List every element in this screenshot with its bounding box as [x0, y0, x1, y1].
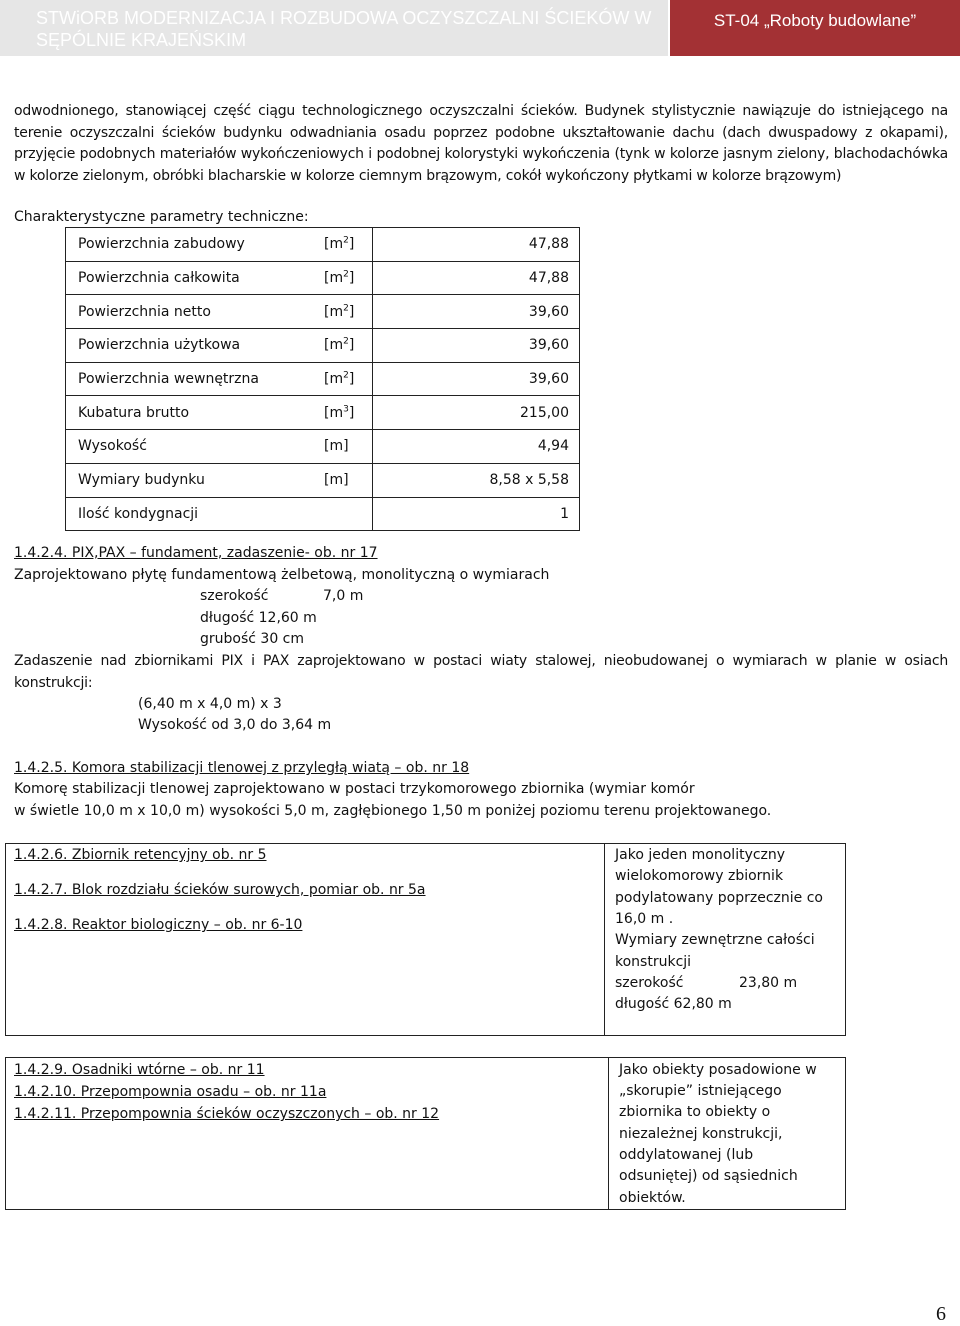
box1-width-label: szerokość [615, 975, 684, 991]
param-unit-text: [m [324, 371, 344, 388]
param-value: 47,88 [373, 228, 580, 262]
param-name: Powierzchnia netto [66, 295, 319, 329]
page-number: 6 [936, 1303, 946, 1325]
param-row [66, 329, 580, 363]
param-unit-exponent: 2 [343, 303, 349, 314]
param-unit [318, 430, 373, 464]
box1-item-3: 1.4.2.8. Reaktor biologiczny – ob. nr 6-10 [14, 917, 303, 933]
param-row [66, 430, 580, 464]
param-unit-bracket: ] [348, 404, 355, 421]
page-header [0, 0, 960, 56]
param-row [66, 228, 580, 262]
section-1425-line2: w świetle 10,0 m x 10,0 m) wysokości 5,0 m, zagłębionego 1,50 m poniżej poziomu terenu projektowanego. [14, 803, 772, 819]
box2-note-1: Jako obiekty posadowione w [619, 1062, 817, 1078]
box1-note-2: wielokomorowy zbiornik [615, 868, 784, 884]
intro-paragraph: odwodnionego, stanowiącej część ciągu technologicznego oczyszczalni ścieków. Budynek stylistycznie nawiązuje do istniejącego na terenie oczyszczalni ścieków budynku odwadniania osadu poprzez podobne ukształtowanie dachu (dach dwuspadowy z okapami), przyjęcie podobnych materiałów wykończeniowych i podobnej kolorystyki wykończenia (tynk w kolorze jasnym zielony, blachodachówka w kolorze zielonym, obróbki blacharskie w kolorze ciemnym brązowym, cokół wykończony płytkami w kolorze brązowym) [14, 103, 948, 184]
section-1424-heading: 1.4.2.4. PIX,PAX – fundament, zadaszenie- ob. nr 17 [14, 545, 378, 561]
document-title-line1: STWiORB MODERNIZACJA I ROZBUDOWA OCZYSZCZALNI ŚCIEKÓW W [36, 8, 652, 28]
param-row [66, 396, 580, 430]
param-unit-text: [m [324, 404, 344, 421]
section-1424-width-label: szerokość [200, 588, 269, 604]
param-row [66, 261, 580, 295]
param-value: 215,00 [373, 396, 580, 430]
box2-item-1: 1.4.2.9. Osadniki wtórne – ob. nr 11 [14, 1062, 265, 1078]
box2-note-5: oddylatowanej (lub [619, 1147, 754, 1163]
document-title [0, 0, 668, 56]
param-unit-bracket: ] [348, 270, 355, 287]
box1-note-4: 16,0 m . [615, 911, 674, 927]
param-value: 1 [373, 497, 580, 531]
objects-box-1-divider [604, 843, 605, 1036]
param-unit [318, 295, 373, 329]
section-1424-width-value: 7,0 m [323, 588, 364, 604]
param-name: Wymiary budynku [66, 463, 319, 497]
section-1425-heading: 1.4.2.5. Komora stabilizacji tlenowej z przyległą wiatą – ob. nr 18 [14, 760, 470, 776]
param-unit-exponent: 2 [343, 336, 349, 347]
param-unit-text: [m [324, 270, 344, 287]
section-1424-line1: Zaprojektowano płytę fundamentową żelbetową, monolityczną o wymiarach [14, 567, 550, 583]
document-title-line2: SĘPÓLNIE KRAJEŃSKIM [36, 30, 247, 50]
section-1424-roof-text: Zadaszenie nad zbiornikami PIX i PAX zaprojektowano w postaci wiaty stalowej, nieobudowanej o wymiarach w planie w osiach konstrukcji: [14, 653, 948, 691]
box2-item-2: 1.4.2.10. Przepompownia osadu – ob. nr 11a [14, 1084, 327, 1100]
param-row [66, 463, 580, 497]
param-unit [318, 261, 373, 295]
param-unit-bracket: ] [348, 236, 355, 253]
param-value: 8,58 x 5,58 [373, 463, 580, 497]
param-name: Powierzchnia zabudowy [66, 228, 319, 262]
param-unit-exponent: 2 [343, 235, 349, 246]
param-unit-bracket: ] [348, 371, 355, 388]
box2-note-2: „skorupie” istniejącego [619, 1083, 782, 1099]
param-unit-text: [m] [324, 472, 349, 489]
param-unit-text: [m [324, 337, 344, 354]
param-unit-exponent: 2 [343, 370, 349, 381]
section-1424-roof-dims: (6,40 m x 4,0 m) x 3 [138, 696, 282, 712]
param-name: Powierzchnia całkowita [66, 261, 319, 295]
param-unit [318, 362, 373, 396]
box1-item-2: 1.4.2.7. Blok rozdziału ścieków surowych, pomiar ob. nr 5a [14, 882, 426, 898]
box2-note-6: odsuniętej) od sąsiednich [619, 1168, 798, 1184]
box2-note-7: obiektów. [619, 1190, 686, 1206]
box1-width-value: 23,80 m [739, 975, 798, 991]
box1-note-5: Wymiary zewnętrzne całości [615, 932, 815, 948]
box2-note-4: niezależnej konstrukcji, [619, 1126, 783, 1142]
section-1424-roof-height: Wysokość od 3,0 do 3,64 m [138, 717, 332, 733]
param-unit [318, 329, 373, 363]
param-name: Powierzchnia wewnętrzna [66, 362, 319, 396]
param-value: 39,60 [373, 295, 580, 329]
param-value: 39,60 [373, 329, 580, 363]
box2-item-3: 1.4.2.11. Przepompownia ścieków oczyszczonych – ob. nr 12 [14, 1106, 440, 1122]
box2-note-3: zbiornika to obiekty o [619, 1104, 771, 1120]
section-1424-length: długość 12,60 m [200, 610, 317, 626]
param-value: 4,94 [373, 430, 580, 464]
spec-code: ST-04 „Roboty budowlane” [670, 0, 960, 56]
param-value: 39,60 [373, 362, 580, 396]
box1-note-1: Jako jeden monolityczny [615, 847, 786, 863]
section-1424-thickness: grubość 30 cm [200, 631, 305, 647]
param-name: Wysokość [66, 430, 319, 464]
param-unit [318, 396, 373, 430]
param-unit-exponent: 2 [343, 269, 349, 280]
section-1425-line1: Komorę stabilizacji tlenowej zaprojektowano w postaci trzykomorowego zbiornika (wymiar komór [14, 781, 695, 797]
param-unit-text: [m [324, 236, 344, 253]
param-unit-text: [m [324, 303, 344, 320]
box1-item-1: 1.4.2.6. Zbiornik retencyjny ob. nr 5 [14, 847, 267, 863]
box1-note-6: konstrukcji [615, 954, 692, 970]
param-name: Kubatura brutto [66, 396, 319, 430]
param-unit [318, 497, 373, 531]
param-unit-bracket: ] [348, 303, 355, 320]
params-heading: Charakterystyczne parametry techniczne: [14, 209, 309, 225]
objects-box-2-divider [608, 1057, 609, 1210]
param-row [66, 295, 580, 329]
box1-length: długość 62,80 m [615, 996, 732, 1012]
param-unit-bracket: ] [348, 337, 355, 354]
param-value: 47,88 [373, 261, 580, 295]
param-name: Powierzchnia użytkowa [66, 329, 319, 363]
param-name: Ilość kondygnacji [66, 497, 319, 531]
param-row [66, 362, 580, 396]
box1-note-3: podylatowany poprzecznie co [615, 890, 823, 906]
parameters-table [65, 227, 580, 531]
param-row [66, 497, 580, 531]
param-unit [318, 463, 373, 497]
param-unit [318, 228, 373, 262]
param-unit-exponent: 3 [343, 404, 349, 415]
param-unit-text: [m] [324, 438, 349, 455]
